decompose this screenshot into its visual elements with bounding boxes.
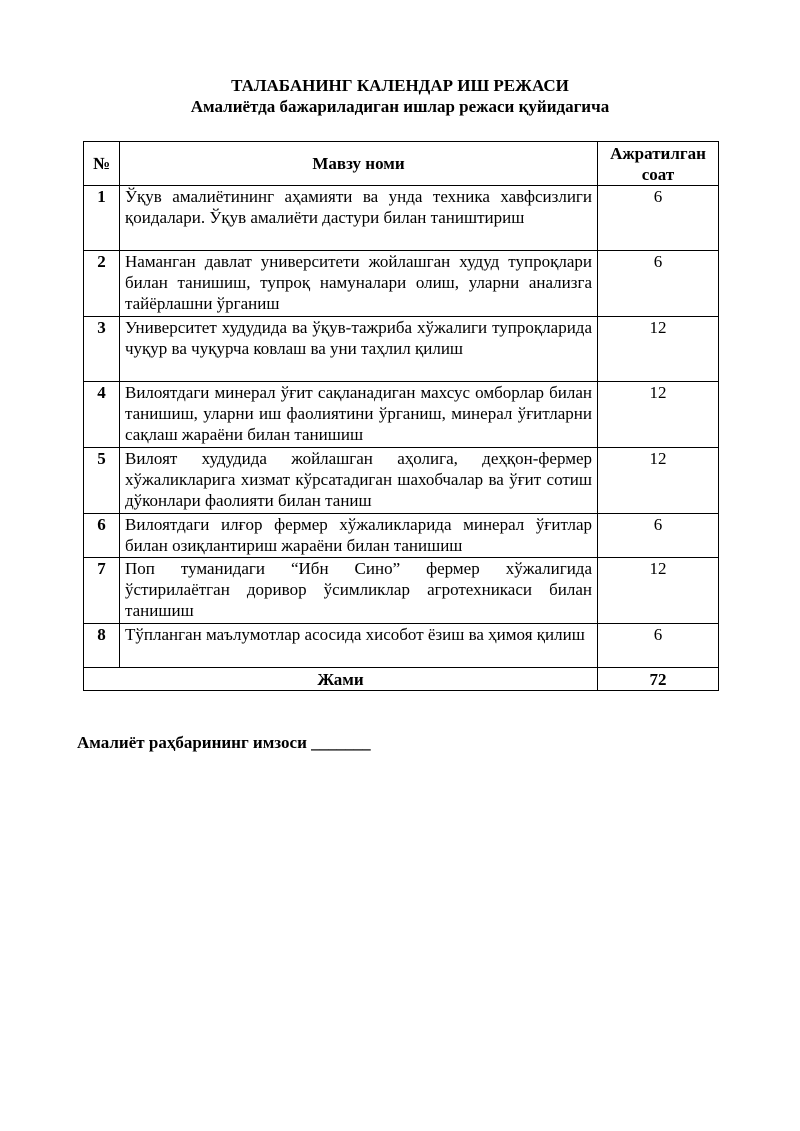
row-number: 5: [84, 448, 120, 514]
row-hours: 12: [598, 382, 719, 448]
row-topic: Наманган давлат университети жойлашган худуд тупроқлари билан танишиш, тупроқ намуналари олиш, уларни анализга тайёрлашни ўрганиш: [120, 251, 598, 317]
row-number: 4: [84, 382, 120, 448]
row-topic: Поп туманидаги “Ибн Сино” фермер хўжалигида ўстирилаётган доривор ўсимликлар агротехникаси билан танишиш: [120, 558, 598, 624]
row-hours: 12: [598, 558, 719, 624]
table-row: [84, 251, 719, 317]
row-number: 8: [84, 624, 120, 668]
total-row: [84, 668, 719, 691]
work-plan-table: [83, 141, 719, 691]
row-number: 2: [84, 251, 120, 317]
table-row: [84, 448, 719, 514]
row-topic: Ўқув амалиётининг аҳамияти ва унда техника хавфсизлиги қоидалари. Ўқув амалиёти дастури билан таништириш: [120, 186, 598, 251]
table-row: [84, 382, 719, 448]
row-hours: 12: [598, 448, 719, 514]
row-number: 7: [84, 558, 120, 624]
table-row: [84, 514, 719, 558]
total-value: 72: [598, 668, 719, 691]
table-header-row: [84, 142, 719, 186]
document-title: ТАЛАБАНИНГ КАЛЕНДАР ИШ РЕЖАСИ: [231, 76, 569, 95]
column-header-number: №: [84, 142, 120, 186]
row-number: 3: [84, 317, 120, 382]
row-topic: Вилоятдаги илғор фермер хўжаликларида минерал ўғитлар билан озиқлантириш жараёни билан танишиш: [120, 514, 598, 558]
row-topic: Тўпланган маълумотлар асосида хисобот ёзиш ва ҳимоя қилиш: [120, 624, 598, 668]
row-hours: 6: [598, 251, 719, 317]
document-subtitle: Амалиётда бажариладиган ишлар режаси қуйидагича: [190, 97, 610, 116]
row-topic: Университет худудида ва ўқув-тажриба хўжалиги тупроқларида чуқур ва чуқурча ковлаш ва уни таҳлил қилиш: [120, 317, 598, 382]
column-header-topic: Мавзу номи: [120, 142, 598, 186]
table-row: [84, 624, 719, 668]
row-hours: 6: [598, 514, 719, 558]
row-hours: 6: [598, 624, 719, 668]
row-topic: Вилоят худудида жойлашган аҳолига, деҳқон-фермер хўжаликларига хизмат кўрсатадиган шахобчалар ва ўғит сотиш дўконлари фаолияти билан таниш: [120, 448, 598, 514]
table-row: [84, 186, 719, 251]
total-label: Жами: [84, 668, 598, 691]
supervisor-signature-line: Амалиёт раҳбарининг имзоси _______: [77, 733, 371, 752]
column-header-hours: Ажратилган соат: [598, 142, 719, 186]
row-topic: Вилоятдаги минерал ўғит сақланадиган махсус омборлар билан танишиш, уларни иш фаолиятини ўрганиш, минерал ўғитларни сақлаш жараёни билан танишиш: [120, 382, 598, 448]
table-row: [84, 317, 719, 382]
row-hours: 12: [598, 317, 719, 382]
row-number: 1: [84, 186, 120, 251]
row-number: 6: [84, 514, 120, 558]
row-hours: 6: [598, 186, 719, 251]
table-row: [84, 558, 719, 624]
